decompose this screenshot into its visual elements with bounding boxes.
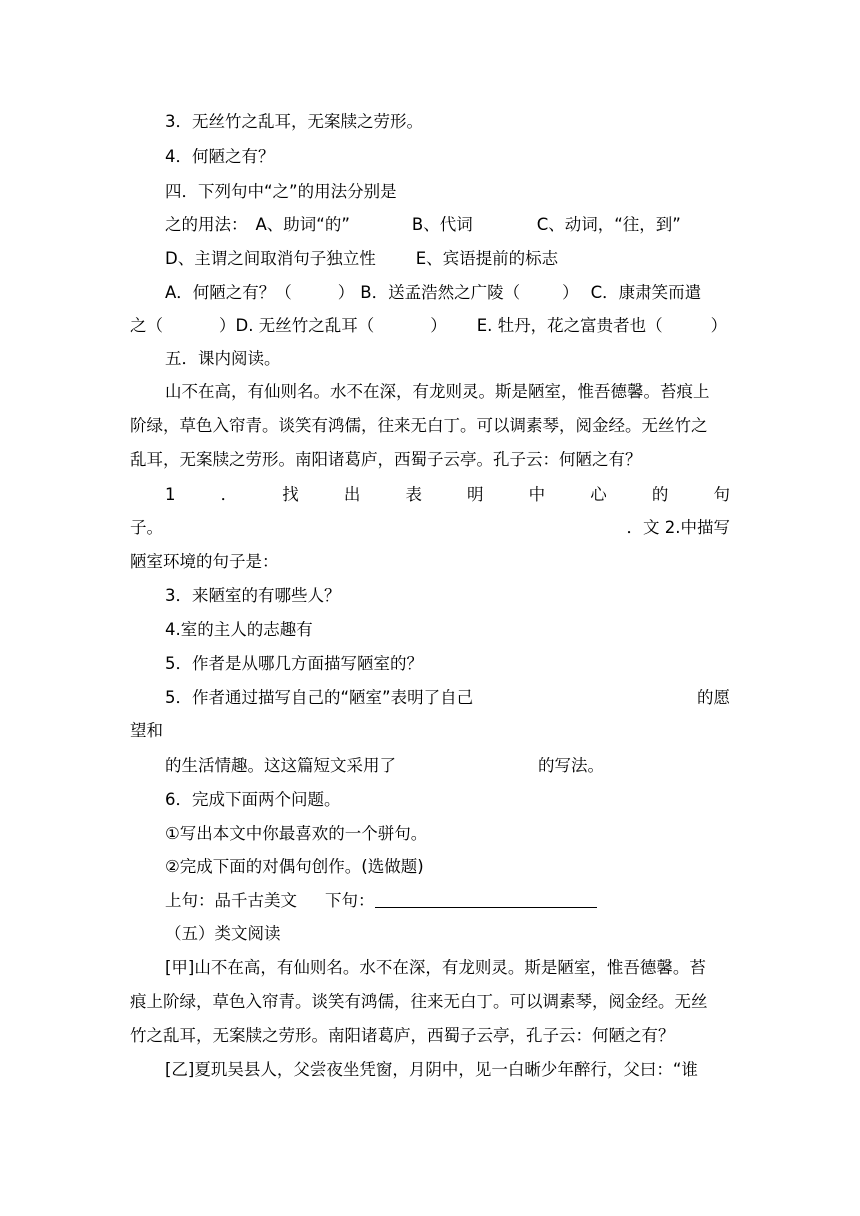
question-5-aspects: 5．作者是从哪几方面描写陋室的？	[165, 654, 423, 673]
question-5-wish-continued: 望和	[130, 721, 163, 740]
question-5-writing-method: 的生活情趣。这这篇短文采用了 的写法。	[165, 756, 604, 775]
section-5-heading: 五．课内阅读。	[165, 349, 281, 368]
zhi-usage-options-row-1	[165, 213, 730, 237]
passage-yi-line-1: [乙]夏玑吴县人，父尝夜坐凭窗，月阴中，见一白晰少年醉行，父曰：“谁	[165, 1060, 698, 1079]
option-d: D、主谓之间取消句子独立性	[165, 249, 376, 268]
section-similar-reading-heading: （五）类文阅读	[165, 924, 281, 943]
couplet-second-line-label: 下句：	[325, 891, 375, 910]
question-4-interests: 4.室的主人的志趣有	[165, 620, 313, 639]
question-6-part-1: ①写出本文中你最喜欢的一个骈句。	[165, 824, 428, 843]
question-1-continued: 子。 ．文 2.中描写	[130, 516, 730, 540]
passage-jia-line-2: 痕上阶绿，草色入帘青。谈笑有鸿儒，往来无白丁。可以调素琴，阅金经。无丝	[130, 992, 708, 1011]
sentence-c: C．康肃笑而遣	[590, 283, 702, 302]
zhi-usage-options-row-2	[165, 247, 730, 271]
option-c: C、动词，“往，到”	[536, 215, 681, 234]
question-5-wish: 5．作者通过描写自己的“陋室”表明了自己 的愿	[165, 688, 730, 707]
passage-line-3: 乱耳，无案牍之劳形。南阳诸葛庐，西蜀子云亭。孔子云：何陋之有？	[130, 450, 642, 469]
sentence-b: B．送孟浩然之广陵（	[360, 283, 521, 302]
question-4: 4．何陋之有？	[165, 147, 275, 166]
passage-jia-line-3: 竹之乱耳，无案牍之劳形。南阳诸葛庐，西蜀子云亭，孔子云：何陋之有？	[130, 1026, 675, 1045]
couplet-question	[165, 889, 730, 913]
question-6: 6．完成下面两个问题。	[165, 790, 341, 809]
option-b: B、代词	[411, 215, 473, 234]
passage-line-2: 阶绿，草色入帘青。谈笑有鸿儒，往来无白丁。可以调素琴，阅金经。无丝竹之	[130, 416, 708, 435]
question-6-part-2: ②完成下面的对偶句创作。(选做题)	[165, 857, 424, 876]
question-2-continued: 陋室环境的句子是：	[130, 552, 279, 571]
option-a: A、助词“的”	[255, 215, 350, 234]
sentence-a: A．何陋之有？（	[165, 283, 292, 302]
zhi-usage-label: 之的用法：	[165, 215, 248, 234]
answer-blank[interactable]	[375, 890, 597, 908]
option-e: E、宾语提前的标志	[415, 249, 559, 268]
question-2-start: ．文 2.中描写	[626, 518, 730, 537]
couplet-first-line: 上句：品千古美文	[165, 891, 297, 910]
question-3-visitors: 3．来陋室的有哪些人？	[165, 586, 341, 605]
question-3: 3．无丝竹之乱耳，无案牍之劳形。	[165, 112, 423, 131]
passage-line-1: 山不在高，有仙则名。水不在深，有龙则灵。斯是陋室，惟吾德馨。苔痕上	[165, 382, 710, 401]
sentence-d: ）D. 无丝竹之乱耳（	[219, 316, 375, 335]
question-1-spread: 1 ． 找 出 表 明 中 心 的 句	[165, 485, 730, 504]
passage-jia-line-1: [甲]山不在高，有仙则名。水不在深，有龙则灵。斯是陋室，惟吾德馨。苔	[165, 958, 706, 977]
section-4-heading: 四．下列句中“之”的用法分别是	[165, 182, 397, 201]
zhi-question-row-1: A．何陋之有？（ ） B．送孟浩然之广陵（ ） C．康肃笑而遣	[165, 283, 702, 302]
sentence-e: E. 牡丹，花之富贵者也（	[476, 316, 663, 335]
zhi-question-row-2: 之（ ）D. 无丝竹之乱耳（ ） E. 牡丹，花之富贵者也（ ）	[130, 316, 728, 335]
